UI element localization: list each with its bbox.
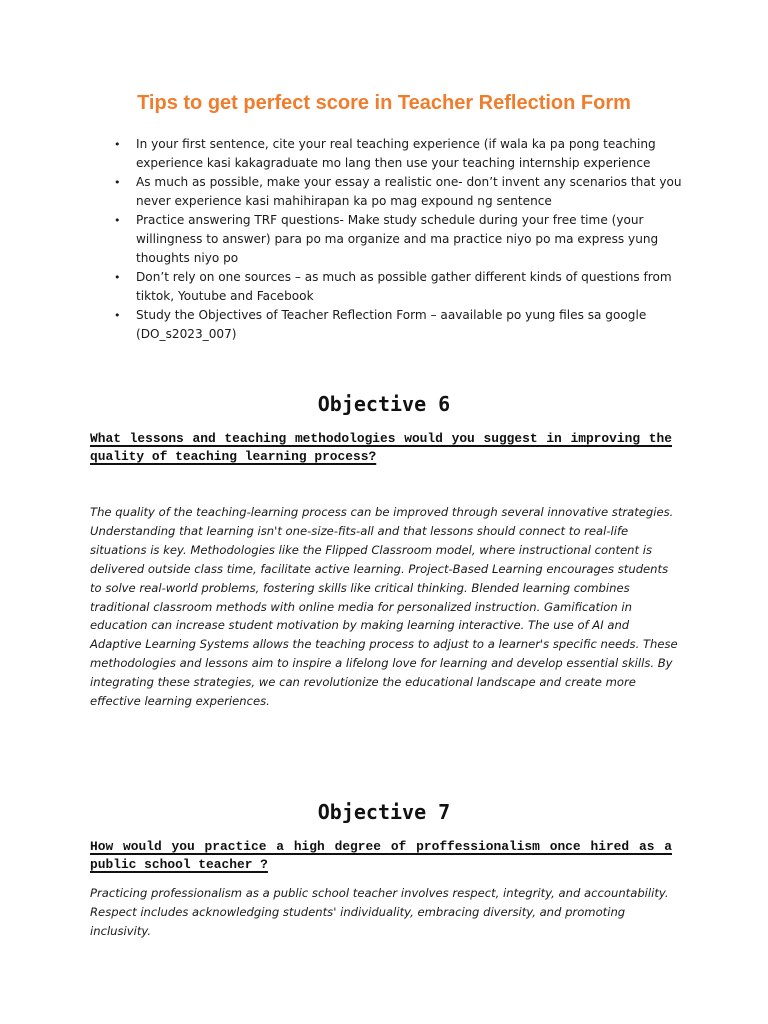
bullet-icon: • (114, 309, 121, 322)
objective-6-question: What lessons and teaching methodologies would you suggest in improving the quality of teaching learning process? (90, 431, 672, 464)
bullet-icon: • (114, 176, 121, 189)
tip-text: In your first sentence, cite your real teaching experience (if wala ka pa pong teaching experience kasi kakagraduate mo lang then use your teaching internship experience (136, 137, 656, 170)
objective-7-question: How would you practice a high degree of proffessionalism once hired as a public school teacher ? (90, 839, 672, 872)
tip-item (114, 211, 684, 268)
tips-list (114, 135, 684, 344)
bullet-icon: • (114, 138, 121, 151)
objective-7-heading: Objective 7 (317, 800, 451, 824)
tip-text: Study the Objectives of Teacher Reflection Form – aavailable po yung files sa google (DO_s2023_007) (136, 308, 647, 341)
tip-item (114, 268, 684, 306)
objective-6-heading: Objective 6 (317, 392, 451, 416)
tip-text: Practice answering TRF questions- Make study schedule during your free time (your willingness to answer) para po ma organize and ma practice niyo po ma express yung thoughts niyo po (136, 213, 659, 265)
objective-6-answer: The quality of the teaching-learning process can be improved through several innovative strategies. Understanding that learning isn't one-size-fits-all and that lessons should connect to real-life situations is key. Methodologies like the Flipped Classroom model, where instructional content is delivered outside class time, facilitate active learning. Project-Based Learning encourages students to solve real-world problems, fostering skills like critical thinking. Blended learning combines traditional classroom methods with online media for personalized instruction. Gamification in education can increase student motivation by making learning interactive. The use of AI and Adaptive Learning Systems allows the teaching process to adjust to a learner's specific needs. These methodologies and lessons aim to inspire a lifelong love for learning and develop essential skills. By integrating these strategies, we can revolutionize the educational landscape and create more effective learning experiences. (90, 505, 678, 709)
tip-text: Don’t rely on one sources – as much as possible gather different kinds of questions from tiktok, Youtube and Facebook (136, 270, 672, 303)
bullet-icon: • (114, 271, 121, 284)
tip-item (114, 306, 684, 344)
document-title: Tips to get perfect score in Teacher Reflection Form (137, 92, 631, 114)
tip-item (114, 135, 684, 173)
tip-item (114, 173, 684, 211)
bullet-icon: • (114, 214, 121, 227)
tip-text: As much as possible, make your essay a realistic one- don’t invent any scenarios that you never experience kasi mahihirapan ka po mag expound ng sentence (136, 175, 682, 208)
objective-7-answer: Practicing professionalism as a public school teacher involves respect, integrity, and accountability. Respect includes acknowledging students' individuality, embracing diversity, and promoting inclusivity. (90, 886, 669, 938)
